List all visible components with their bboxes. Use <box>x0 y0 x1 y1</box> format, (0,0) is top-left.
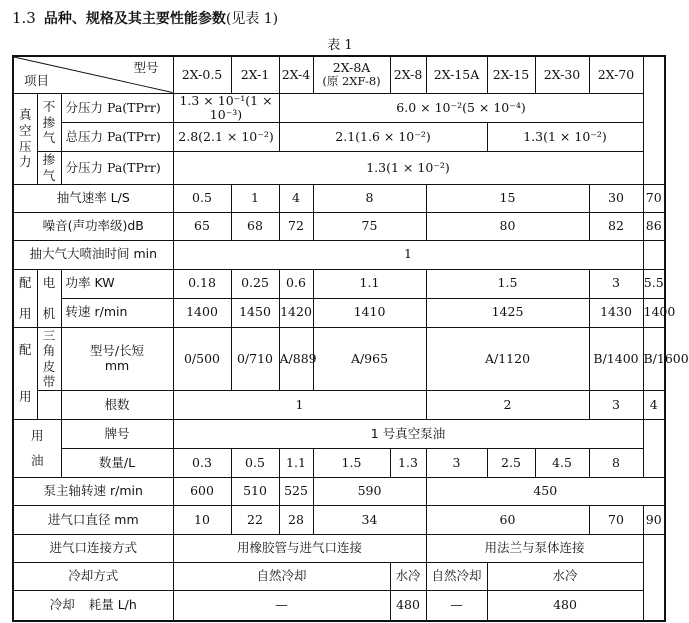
speed-label: 抽气速率 L/S <box>13 184 173 212</box>
section-number: 1.3 <box>12 9 36 27</box>
oil-brand-value: 1 号真空泵油 <box>173 420 643 449</box>
partial-value: 6.0 × 10⁻²(5 × 10⁻⁴) <box>279 93 643 123</box>
spec-table <box>12 55 689 622</box>
belt-type-value: B/1600 <box>643 327 665 391</box>
belt-count-value: 2 <box>426 391 589 420</box>
oil-qty-label: 数量/L <box>61 449 173 478</box>
belt-count-value: 4 <box>643 391 665 420</box>
power-value: 0.18 <box>173 269 231 298</box>
rpm-value: 1400 <box>643 298 665 327</box>
rpm-value: 1425 <box>426 298 589 327</box>
oil-spray-label: 抽大气大喷油时间 min <box>13 240 173 269</box>
shaft-value: 590 <box>313 478 426 506</box>
consumption-dash: — <box>426 591 487 621</box>
rpm-value: 1430 <box>589 298 643 327</box>
power-label: 功率 KW <box>61 269 173 298</box>
vacuum-partial-row <box>13 93 665 123</box>
oil-qty-value: 1.1 <box>279 449 313 478</box>
belt-type-label: 型号/长短 mm <box>61 327 173 391</box>
corner-header <box>13 56 173 93</box>
vacuum-group-label: 真 空 压 力 <box>13 93 37 184</box>
model-header <box>313 56 390 93</box>
model-alias: (原 2XF-8) <box>322 74 381 89</box>
shaft-value: 510 <box>231 478 279 506</box>
oil-qty-value: 1.3 <box>390 449 426 478</box>
power-value: 3 <box>589 269 643 298</box>
consumption-row <box>13 591 665 621</box>
model-header: 2X-1 <box>231 56 279 93</box>
ballast-label: 掺 气 <box>37 152 61 184</box>
inlet-value: 10 <box>173 506 231 535</box>
oil-spray-row <box>13 240 665 269</box>
shaft-label: 泵主轴转速 r/min <box>13 478 173 506</box>
cooling-natural: 自然冷却 <box>173 563 390 591</box>
consumption-value: 480 <box>390 591 426 621</box>
model-header: 2X-15 <box>487 56 535 93</box>
model-header: 2X-8 <box>390 56 426 93</box>
oil-brand-label: 牌号 <box>61 420 173 449</box>
shaft-row <box>13 478 665 506</box>
inlet-value: 28 <box>279 506 313 535</box>
oil-spray-value: 1 <box>173 240 643 269</box>
cooling-water: 水冷 <box>390 563 426 591</box>
belt-count-value: 1 <box>173 391 426 420</box>
section-reference: (见表 1) <box>225 11 279 27</box>
belt-type-value: 0/500 <box>173 327 231 391</box>
partial-pressure-label: 分压力 Pa(TPrr) <box>61 93 173 123</box>
vacuum-ballast-row <box>13 152 665 184</box>
shaft-value: 450 <box>426 478 665 506</box>
corner-item-label: 项目 <box>24 73 50 89</box>
vacuum-total-row <box>13 123 665 152</box>
rpm-value: 1400 <box>173 298 231 327</box>
rpm-label: 转速 r/min <box>61 298 173 327</box>
noise-label: 噪音(声功率级)dB <box>13 212 173 240</box>
partial-pressure-label: 分压力 Pa(TPrr) <box>61 152 173 184</box>
belt-type-value: A/889 <box>279 327 313 391</box>
no-ballast-label: 不 掺 气 <box>37 93 61 152</box>
inlet-row <box>13 506 665 535</box>
belt-type-value: B/1400 <box>589 327 643 391</box>
model-header: 2X-0.5 <box>173 56 231 93</box>
oil-qty-value: 0.5 <box>231 449 279 478</box>
cooling-row <box>13 563 665 591</box>
belt-type-value: A/965 <box>313 327 426 391</box>
noise-row <box>13 212 665 240</box>
connection-hose: 用橡胶管与进气口连接 <box>173 535 426 563</box>
speed-value: 30 <box>589 184 643 212</box>
section-heading <box>12 8 278 28</box>
model-header: 2X-15A <box>426 56 487 93</box>
rpm-value: 1420 <box>279 298 313 327</box>
noise-value: 80 <box>426 212 589 240</box>
noise-value: 75 <box>313 212 426 240</box>
power-value: 0.6 <box>279 269 313 298</box>
total-value: 2.8(2.1 × 10⁻²) <box>173 123 279 152</box>
ballast-value: 1.3(1 × 10⁻²) <box>173 152 643 184</box>
belt-count-value: 3 <box>589 391 643 420</box>
model-header: 2X-30 <box>535 56 589 93</box>
speed-value: 70 <box>643 184 665 212</box>
cooling-label: 冷却方式 <box>13 563 173 591</box>
noise-value: 65 <box>173 212 231 240</box>
motor-group-a: 配 用 <box>13 269 37 327</box>
belt-count-row <box>13 391 665 420</box>
power-value: 1.1 <box>313 269 426 298</box>
noise-value: 82 <box>589 212 643 240</box>
connection-flange: 用法兰与泵体连接 <box>426 535 643 563</box>
model-header: 2X-70 <box>589 56 643 93</box>
connection-row <box>13 535 665 563</box>
header-row <box>13 56 665 93</box>
motor-group-b: 电 机 <box>37 269 61 327</box>
inlet-value: 22 <box>231 506 279 535</box>
inlet-value: 34 <box>313 506 426 535</box>
cooling-natural: 自然冷却 <box>426 563 487 591</box>
motor-rpm-row <box>13 298 665 327</box>
corner-model-label: 型号 <box>133 60 159 75</box>
oil-qty-value: 4.5 <box>535 449 589 478</box>
noise-value: 68 <box>231 212 279 240</box>
consumption-dash: — <box>173 591 390 621</box>
noise-value: 86 <box>643 212 665 240</box>
table-caption: 表 1 <box>327 38 353 53</box>
speed-value: 15 <box>426 184 589 212</box>
belt-group-a: 配 用 <box>13 327 37 420</box>
section-title: 品种、规格及其主要性能参数 <box>43 11 226 27</box>
total-pressure-label: 总压力 Pa(TPrr) <box>61 123 173 152</box>
inlet-value: 90 <box>643 506 665 535</box>
speed-row <box>13 184 665 212</box>
connection-label: 进气口连接方式 <box>13 535 173 563</box>
belt-count-label: 根数 <box>61 391 173 420</box>
oil-qty-value: 1.5 <box>313 449 390 478</box>
inlet-value: 60 <box>426 506 589 535</box>
belt-type-value: A/1120 <box>426 327 589 391</box>
belt-type-row <box>13 327 665 391</box>
speed-value: 4 <box>279 184 313 212</box>
total-value: 2.1(1.6 × 10⁻²) <box>279 123 487 152</box>
model-name: 2X-8A <box>332 59 371 75</box>
oil-qty-value: 3 <box>426 449 487 478</box>
rpm-value: 1450 <box>231 298 279 327</box>
speed-value: 1 <box>231 184 279 212</box>
oil-qty-value: 0.3 <box>173 449 231 478</box>
speed-value: 8 <box>313 184 426 212</box>
speed-value: 0.5 <box>173 184 231 212</box>
inlet-label: 进气口直径 mm <box>13 506 173 535</box>
belt-type-value: 0/710 <box>231 327 279 391</box>
inlet-value: 70 <box>589 506 643 535</box>
shaft-value: 525 <box>279 478 313 506</box>
rpm-value: 1410 <box>313 298 426 327</box>
power-value: 5.5 <box>643 269 665 298</box>
partial-value: 1.3 × 10⁻¹(1 × 10⁻³) <box>173 93 279 123</box>
power-value: 0.25 <box>231 269 279 298</box>
oil-qty-value: 8 <box>589 449 643 478</box>
power-value: 1.5 <box>426 269 589 298</box>
oil-qty-value: 2.5 <box>487 449 535 478</box>
consumption-value: 480 <box>487 591 643 621</box>
motor-power-row <box>13 269 665 298</box>
total-value: 1.3(1 × 10⁻²) <box>487 123 643 152</box>
oil-brand-row <box>13 420 665 449</box>
oil-qty-row <box>13 449 665 478</box>
oil-group-label: 用 油 <box>13 420 61 478</box>
model-header: 2X-4 <box>279 56 313 93</box>
belt-group-b: 三 角 皮 带 <box>37 327 61 391</box>
cooling-water: 水冷 <box>487 563 643 591</box>
shaft-value: 600 <box>173 478 231 506</box>
noise-value: 72 <box>279 212 313 240</box>
consumption-label: 冷却 耗量 L/h <box>13 591 173 621</box>
